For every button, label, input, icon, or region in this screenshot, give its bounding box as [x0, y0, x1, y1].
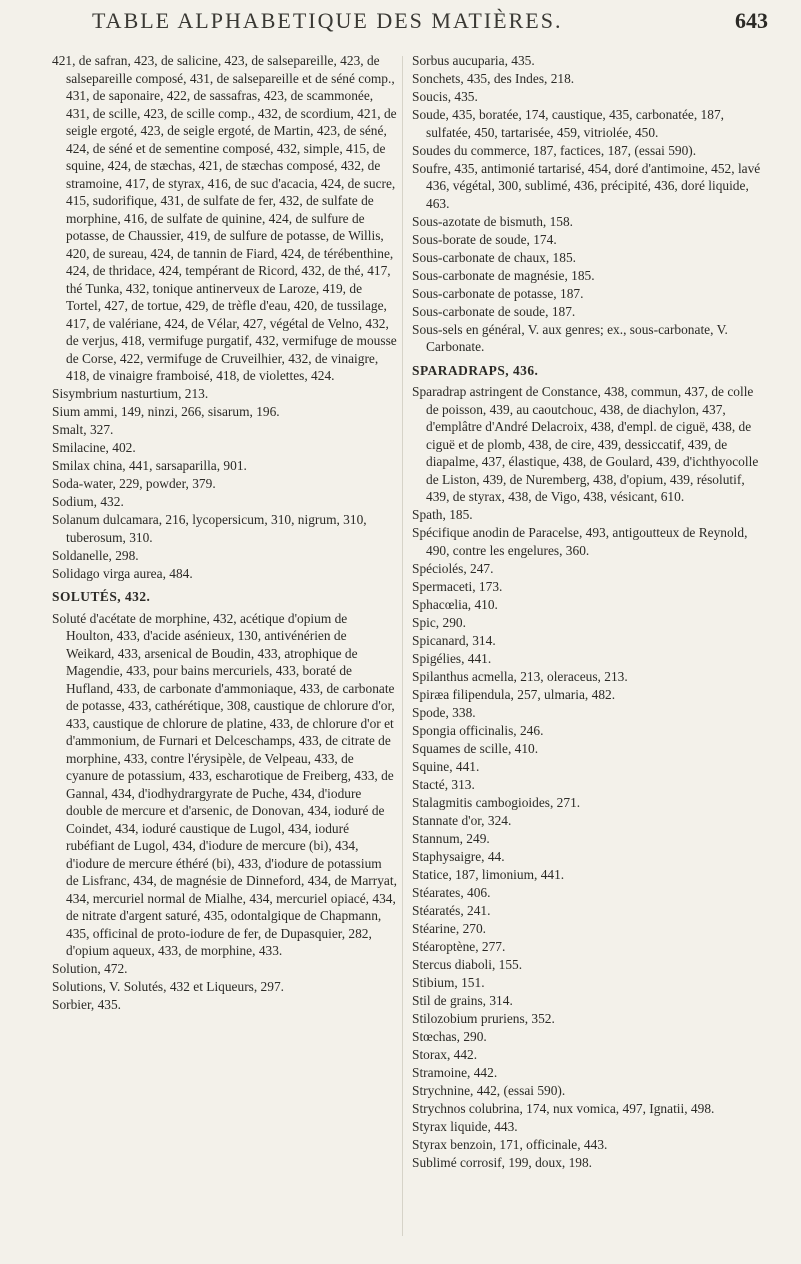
index-entry: Sodium, 432.: [52, 494, 124, 509]
index-entry: Spiræa filipendula, 257, ulmaria, 482.: [412, 686, 616, 702]
index-entry: Smilax china, 441, sarsaparilla, 901.: [52, 458, 247, 473]
index-entry: Stacté, 313.: [412, 776, 475, 792]
column-divider: [402, 56, 403, 1236]
index-entry: Strychnine, 442, (essai 590).: [412, 1082, 566, 1098]
index-entry: Stannate d'or, 324.: [412, 812, 512, 828]
index-entry: Smalt, 327.: [52, 422, 114, 437]
index-entry: Stramoine, 442.: [412, 1064, 498, 1080]
section-heading: SOLUTÉS, 432.: [52, 589, 151, 604]
index-entry: Storax, 442.: [412, 1046, 478, 1062]
index-entry: Styrax liquide, 443.: [412, 1118, 518, 1134]
index-entry: Sparadrap astringent de Constance, 438, commun, 437, de colle de poisson, 439, au caoutchouc, 438, de diachylon, 437, d'emplâtre d'André Delacroix, 438, d'empl. de ciguë, 438, de ciguë et de plomb, 438, de cire, 439, dessiccatif, 439, de diapalme, 437, élastique, 438, de Goulard, 439, d'ichthyocolle de Liston, 439, de Nuremberg, 438, d'opium, 439, résolutif, 439, de styrax, 438, de Vigo, 438, vésicant, 610.: [412, 384, 759, 504]
index-entry: Stibium, 151.: [412, 974, 485, 990]
index-entry: Soudes du commerce, 187, factices, 187, (essai 590).: [412, 142, 697, 158]
index-entry: Stéaratés, 241.: [412, 902, 491, 918]
index-entry: Solidago virga aurea, 484.: [52, 565, 193, 581]
index-entry: Soude, 435, boratée, 174, caustique, 435, carbonatée, 187, sulfatée, 450, tartarisée, 459, vitriolée, 450.: [412, 107, 724, 140]
index-entry: Sphacœlia, 410.: [412, 596, 498, 612]
index-entry: Statice, 187, limonium, 441.: [412, 866, 565, 882]
index-entry: Spécifique anodin de Paracelse, 493, antigoutteux de Reynold, 490, contre les engelures, 360.: [412, 525, 748, 558]
index-entry: Stannum, 249.: [412, 830, 490, 846]
index-entry: Stil de grains, 314.: [412, 992, 513, 1008]
index-entry: Stercus diaboli, 155.: [412, 956, 523, 972]
page-header: [52, 6, 772, 36]
index-entry: Spéciolés, 247.: [412, 560, 494, 576]
running-title: TABLE ALPHABETIQUE DES MATIÈRES.: [92, 8, 563, 33]
index-entry: Smilacine, 402.: [52, 440, 136, 455]
index-entry: Stœchas, 290.: [412, 1028, 487, 1044]
left-column: [52, 52, 397, 1014]
index-entry: Solutions, V. Solutés, 432 et Liqueurs, 297.: [52, 979, 284, 994]
index-entry: Soda-water, 229, powder, 379.: [52, 476, 216, 491]
index-entry: Sium ammi, 149, ninzi, 266, sisarum, 196.: [52, 404, 280, 419]
index-entry: Stalagmitis cambogioides, 271.: [412, 794, 581, 810]
index-entry: Staphysaigre, 44.: [412, 848, 505, 864]
index-entry: Soufre, 435, antimonié tartarisé, 454, doré d'antimoine, 452, lavé 436, végétal, 300, sublimé, 436, précipité, 436, doré liquide, 463.: [412, 160, 761, 211]
index-entry: Spilanthus acmella, 213, oleraceus, 213.: [412, 668, 628, 684]
index-entry: Strychnos colubrina, 174, nux vomica, 497, Ignatii, 498.: [412, 1100, 715, 1116]
index-entry: Sous-carbonate de chaux, 185.: [412, 249, 576, 265]
index-entry: Stilozobium pruriens, 352.: [412, 1010, 555, 1026]
index-entry: Sorbier, 435.: [52, 997, 122, 1012]
index-entry: Soluté d'acétate de morphine, 432, acétique d'opium de Houlton, 433, d'acide asénieux, 130, antivénérien de Weikard, 433, arsenical de Boudin, 433, atrophique de Magendie, 433, pour bains mercuriels, 433, boraté de Hufland, 433, de carbonate d'ammoniaque, 433, de carbonate de potasse, 433, cathérétique, 308, caustique de chlorure d'or, 433, caustique de chlorure de platine, 433, de chlorure d'or et d'ammonium, de Furnari et Delceschamps, 433, de citrate de morphine, 433, contre l'érysipèle, de Velpeau, 433, de cyanure de potassium, 433, escharotique de Freiberg, 433, de Gannal, 434, d'iodhydrargyrate de Puche, 434, d'iodure double de mercure et d'arsenic, de Donovan, 434, ioduré de Coindet, 434, ioduré caustique de Lugol, 434, ioduré rubéfiant de Lugol, 434, d'iodure de mercure (bi), 434, d'iodure de mercure éthéré (bi), 433, d'iodure de potassium de Lisfranc, 434, de magnésie de Dinneford, 434, de Marryat, 434, mercuriel normal de Mialhe, 434, mercuriel opiacé, 434, de nitrate d'argent saturé, 435, odontalgique de Chapmann, 435, officinal de proto-iodure de fer, de Dupasquier, 282, d'opium aqueux, 433, de morphine, 433.: [52, 610, 397, 958]
index-entry: Sous-azotate de bismuth, 158.: [412, 213, 574, 229]
index-entry: Soucis, 435.: [412, 89, 478, 104]
index-entry: Stéarine, 270.: [412, 920, 487, 936]
index-entry: Sorbus aucuparia, 435.: [412, 53, 535, 68]
index-entry: Squames de scille, 410.: [412, 740, 539, 756]
right-column: [412, 52, 768, 1172]
index-entry: Soldanelle, 298.: [52, 547, 139, 563]
index-entry: Sous-borate de soude, 174.: [412, 231, 557, 247]
index-entry: Spongia officinalis, 246.: [412, 722, 544, 738]
index-entry: Stéarates, 406.: [412, 884, 491, 900]
index-entry: Solanum dulcamara, 216, lycopersicum, 310, nigrum, 310, tuberosum, 310.: [52, 512, 367, 545]
index-entry: Stéaroptène, 277.: [412, 938, 506, 954]
index-entry: Sous-carbonate de soude, 187.: [412, 303, 576, 319]
section-heading: SPARADRAPS, 436.: [412, 362, 539, 378]
index-entry: Sisymbrium nasturtium, 213.: [52, 386, 209, 401]
index-entry: Sonchets, 435, des Indes, 218.: [412, 71, 575, 86]
index-entry: Sous-sels en général, V. aux genres; ex., sous-carbonate, V. Carbonate.: [412, 321, 728, 354]
index-entry: 421, de safran, 423, de salicine, 423, de salsepareille, 423, de salsepareille composé, 431, de salsepareille et de séné comp., 431, de saponaire, 422, de sassafras, 423, de scammonée, 431, de scille, 423, de scille comp., 432, de scordium, 421, de seigle ergoté, 423, de seigle ergoté, de Martin, 423, de séné, 424, de séné et de sementine composé, 432, simple, 415, de squine, 424, de stæchas, 421, de stæchas composé, 432, de stramoine, 417, de styrax, 416, de suc d'acacia, 424, de sucre, 415, sudorifique, 431, de sulfate de fer, 432, de sulfate de morphine, 416, de sulfate de quinine, 424, de sulfure de potasse, de Chaussier, 419, de sulfure de potasse, de Willis, 420, de sureau, 424, de tannin de Fiard, 424, de térébenthine, 424, de thridace, 424, tempérant de Ricord, 432, de thé, 417, thé Tunka, 432, tonique antinerveux de Laroze, 419, de Tortel, 427, de tortue, 429, de trèfle d'eau, 420, de tussilage, 417, de valériane, 424, de Vélar, 427, végétal de Velno, 432, de verjus, 418, vermifuge purgatif, 432, vermifuge de mousse de Corse, 422, vermifuge de Cruveilhier, 432, de vinaigre, 418, de vinaigre framboisé, 418, de violettes, 424.: [52, 53, 397, 383]
index-entry: Spermaceti, 173.: [412, 578, 503, 594]
index-entry: Styrax benzoin, 171, officinale, 443.: [412, 1136, 608, 1152]
index-entry: Spath, 185.: [412, 507, 473, 522]
index-entry: Sublimé corrosif, 199, doux, 198.: [412, 1154, 593, 1170]
page-number: 643: [735, 8, 768, 33]
index-entry: Sous-carbonate de potasse, 187.: [412, 285, 584, 301]
index-entry: Squine, 441.: [412, 758, 480, 774]
index-entry: Spigélies, 441.: [412, 650, 492, 666]
index-entry: Spode, 338.: [412, 704, 476, 720]
index-entry: Spicanard, 314.: [412, 632, 496, 648]
index-entry: Sous-carbonate de magnésie, 185.: [412, 267, 595, 283]
index-entry: Spic, 290.: [412, 614, 466, 630]
index-entry: Solution, 472.: [52, 961, 128, 976]
